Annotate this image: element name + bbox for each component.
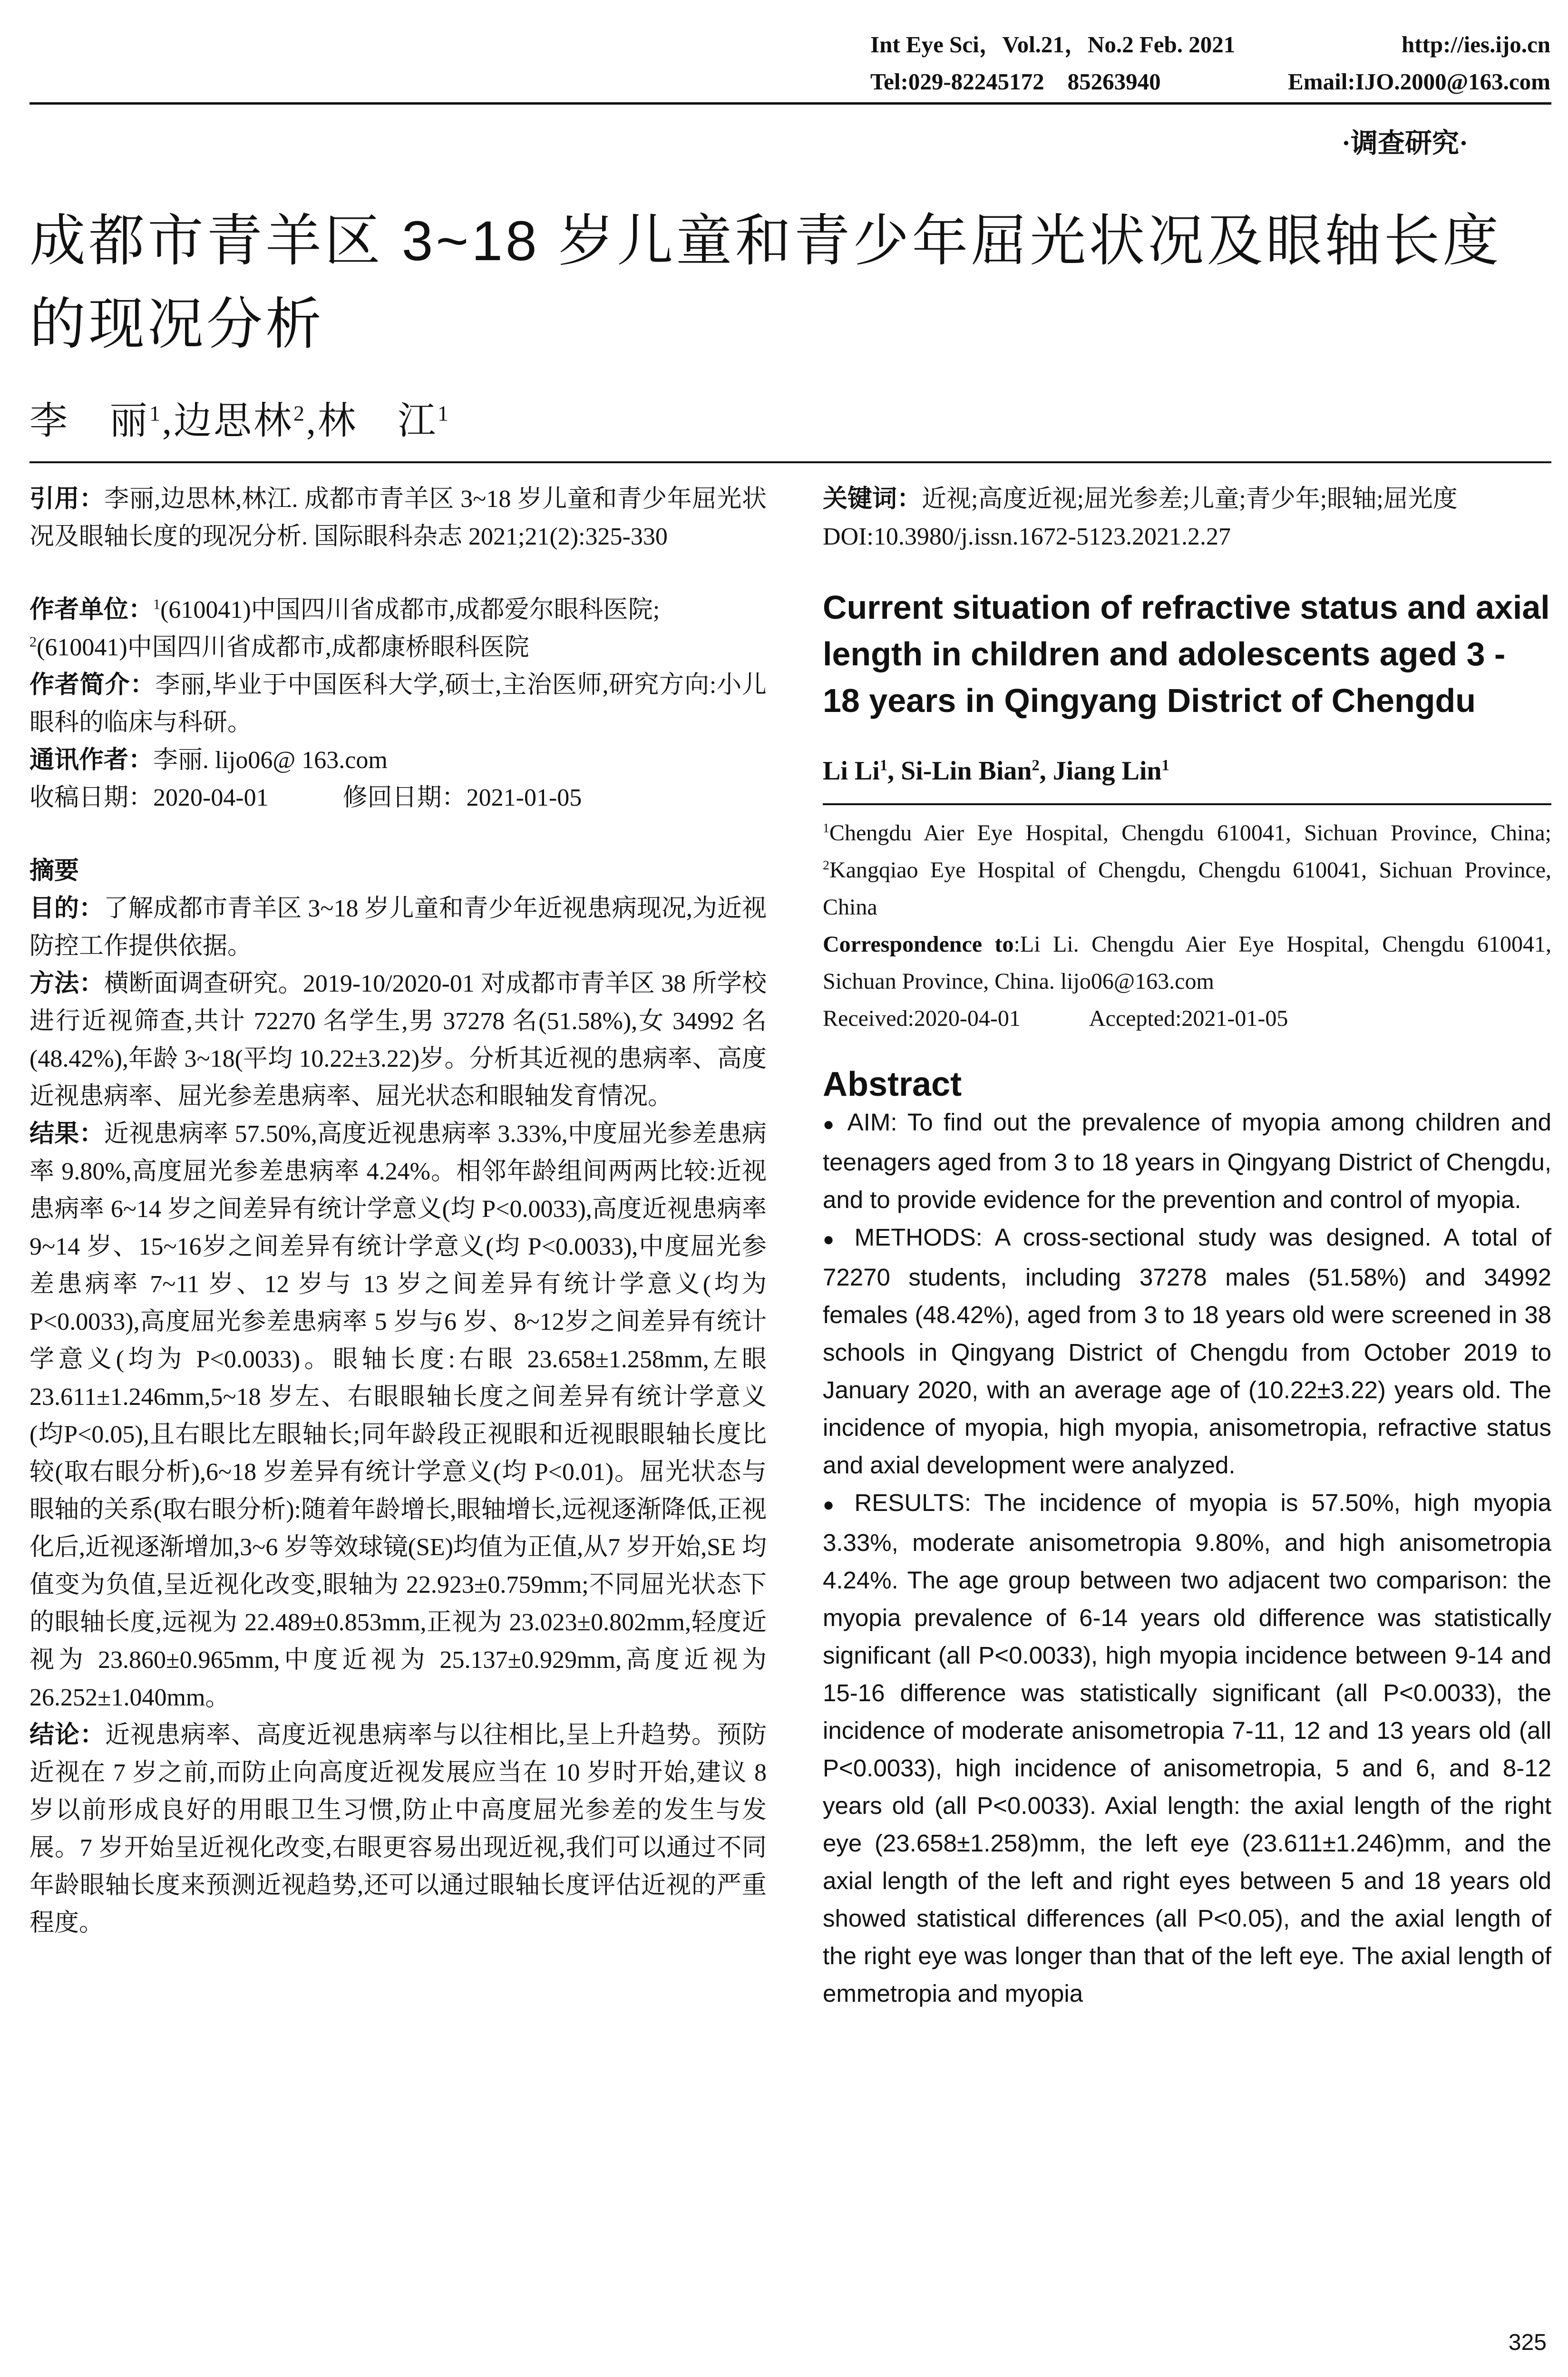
author-affil-sup: 1 (438, 401, 450, 426)
author-affil-sup: 2 (293, 401, 306, 426)
results-text: 近视患病率 57.50%,高度近视患病率 3.33%,中度屈光参差患病率 9.80%,高度屈光参差患病率 4.24%。相邻年龄组间两两比较:近视患病率 6~14 岁之间差异有统计学意义(均 P<0.0033),高度近视患病率 9~14 岁、15~16岁之间差异有统计学意义(均 P<0.0033),中度屈光参差患病率 7~11 岁、12 岁与 13 岁之间差异有统计学意义(均为 P<0.0033),高度屈光参差患病率 5 岁与6 岁、8~12岁之间差异有统计学意义(均为 P<0.0033)。眼轴长度:右眼 23.658±1.258mm,左眼 23.611±1.246mm,5~18 岁左、右眼眼轴长度之间差异有统计学意义(均P<0.05),且右眼比左眼轴长;同年龄段正视眼和近视眼眼轴长度比较(取右眼分析),6~18 岁差异有统计学意义(均 P<0.01)。屈光状态与眼轴的关系(取右眼分析):随着年龄增长,眼轴增长,远视逐渐降低,正视化后,近视逐渐增加,3~6 岁等效球镜(SE)均值为正值,从7 岁开始,SE 均值变为负值,呈近视化改变,眼轴为 22.923±0.759mm;不同屈光状态下的眼轴长度,远视为 22.489±0.853mm,正视为 23.023±0.802mm,轻度近视为 23.860±0.965mm,中度近视为 25.137±0.929mm,高度近视为26.252±1.040mm。 (29, 1120, 767, 1711)
abstract-heading-cn: 摘要 (29, 857, 79, 885)
citation-label: 引用： (29, 485, 105, 513)
aim-en-paragraph (823, 1103, 1551, 1218)
right-column (823, 480, 1551, 2012)
journal-url: http://ies.ijo.cn (1401, 31, 1550, 58)
affiliation-block (29, 591, 767, 666)
spacer (823, 1037, 1551, 1066)
authors-cn: 李 丽$^1$,边思林$^2$,林 江$^1$ (29, 400, 450, 442)
section-label: ·调查研究· (1341, 128, 1468, 158)
bio-text: 李丽,毕业于中国医科大学,硕士,主治医师,研究方向:小儿眼科的临床与科研。 (29, 672, 767, 736)
author-name-en: Si-Lin Bian (901, 756, 1032, 786)
bio-block (29, 666, 767, 741)
affil-sup: 2 (29, 633, 37, 650)
author-name-en: Jiang Lin (1052, 756, 1162, 786)
received-dates: 收稿日期：2020-04-01 修回日期：2021-01-05 (29, 784, 582, 811)
affil-sup: 1 (823, 821, 829, 836)
page-number: 325 (1508, 2330, 1547, 2355)
author-name: 边思林 (174, 400, 293, 442)
author-name: 李 丽 (29, 400, 149, 442)
doi: DOI:10.3980/j.issn.1672-5123.2021.2.27 (823, 523, 1231, 550)
spacer (823, 555, 1551, 584)
aim-label: 目的： (29, 895, 104, 922)
journal-tel: Tel:029-82245172 85263940 (870, 68, 1161, 95)
author-affil-sup: 1 (149, 401, 162, 426)
authors-en: Li Li$^1$, Si-Lin Bian$^2$, Jiang Lin$^1$ (823, 756, 1169, 786)
citation-block (29, 480, 767, 555)
affiliation-2: (610041)中国四川省成都市,成都康桥眼科医院 (37, 634, 529, 661)
results-en-text: : The incidence of myopia is 57.50%, high myopia 3.33%, moderate anisometropia 9.80%, and high anisometropia 4.24%. The age group between two adjacent two comparison: the myopia prevalence of 6-14 years old difference was statistically significant (all P<0.0033), high myopia incidence between 9-14 and 15-16 difference was statistically significant (all P<0.0033), the incidence of moderate anisometropia 7-11, 12 and 13 years old (all P<0.0033), high incidence of anisometropia, 5 and 6, and 8-12 years old (all P<0.0033). Axial length: the axial length of the right eye (23.658±1.258)mm, the left eye (23.611±1.246)mm, and the axial length of the left and right eyes between 5 and 18 years old showed statistical differences (all P<0.05), and the axial length of the right eye was longer than that of the left eye. The axial length of emmetropia and myopia (823, 1489, 1552, 2007)
page-title: 成都市青羊区 3~18 岁儿童和青少年屈光状况及眼轴长度的现况分析 (29, 210, 1502, 356)
bio-label: 作者简介： (29, 671, 156, 699)
received-en: Received:2020-04-01 Accepted:2021-01-05 (823, 1006, 1288, 1031)
results-label: 结果： (29, 1120, 104, 1148)
affiliation-en-2: Kangqiao Eye Hospital of Chengdu, Chengdu 610041, Sichuan Province, China (823, 857, 1551, 920)
aim-paragraph (29, 890, 767, 965)
authors-rule (29, 461, 1551, 463)
aim-en-text: : To find out the prevalence of myopia among children and teenagers aged from 3 to 18 years in Qingyang District of Chengdu, and to provide evidence for the prevention and control of myopia. (823, 1109, 1551, 1213)
methods-text: 横断面调查研究。2019-10/2020-01 对成都市青羊区 38 所学校进行近视筛查,共计 72270 名学生,男 37278 名(51.58%),女 34992 名(48.42%),年龄 3~18(平均 10.22±3.22)岁。分析其近视的患病率、高度近视患病率、屈光参差患病率、屈光状态和眼轴发育情况。 (29, 970, 767, 1110)
correspondence-text: 李丽. lijo06@ 163.com (153, 747, 388, 774)
author-affil-sup: 1 (1161, 757, 1169, 774)
methods-en-text: : A cross-sectional study was designed. A total of 72270 students, including 37278 males (51.58%) and 34992 females (48.42%), aged from 3 to 18 years old were screened in 38 schools in Qingyang District of Chengdu from October 2019 to January 2020, with an average age of (10.22±3.22) years old. The incidence of myopia, high myopia, anisometropia, refractive status and axial development were analyzed. (823, 1224, 1552, 1479)
journal-citation: Int Eye Sci，Vol.21，No.2 Feb. 2021 (870, 31, 1236, 58)
left-column (29, 480, 767, 1942)
aim-text: 了解成都市青羊区 3~18 岁儿童和青少年近视患病现况,为近视防控工作提供依据。 (29, 895, 767, 960)
english-title: Current situation of refractive status and axial length in children and adolescents aged 3 - 18 years in Qingyang District of Chengdu (823, 589, 1550, 719)
correspondence-en (823, 926, 1551, 1000)
bullet-icon: ● (823, 1494, 841, 1515)
author-affil-sup: 1 (879, 757, 888, 774)
aim-en-label: AIM (847, 1109, 891, 1136)
affil-sup: 2 (823, 858, 829, 873)
spacer (29, 555, 767, 591)
spacer (823, 724, 1551, 752)
methods-paragraph (29, 965, 767, 1115)
header-rule (29, 102, 1551, 105)
correspondence-en-label: Correspondence to (823, 932, 1014, 957)
affiliation-en-1: Chengdu Aier Eye Hospital, Chengdu 610041, Sichuan Province, China; (829, 820, 1551, 846)
conclusion-label: 结论： (29, 1721, 105, 1749)
keywords-label: 关键词： (823, 485, 922, 513)
methods-label: 方法： (29, 970, 104, 997)
affil-sup: 1 (153, 596, 161, 613)
citation-text: 李丽,边思林,林江. 成都市青羊区 3~18 岁儿童和青少年屈光状况及眼轴长度的现况分析. 国际眼科杂志 2021;21(2):325-330 (29, 486, 767, 550)
results-paragraph (29, 1115, 767, 1716)
affiliation-label: 作者单位： (29, 596, 154, 623)
abstract-heading-en: Abstract (823, 1065, 962, 1103)
correspondence-block (29, 741, 767, 779)
bullet-icon: ● (823, 1229, 841, 1250)
author-name: 林 江 (318, 400, 438, 442)
journal-email: Email:IJO.2000@163.com (1288, 68, 1550, 95)
keywords-block (823, 480, 1551, 518)
authors-en-rule (823, 803, 1551, 805)
conclusion-paragraph (29, 1716, 767, 1942)
keywords-text: 近视;高度近视;屈光参差;儿童;青少年;眼轴;屈光度 (922, 486, 1458, 513)
affiliation-en-text (823, 815, 1551, 926)
bullet-icon: ● (823, 1114, 838, 1135)
affiliation-1: (610041)中国四川省成都市,成都爱尔眼科医院; (160, 596, 660, 623)
methods-en-label: METHODS (854, 1224, 976, 1251)
correspondence-label: 通讯作者： (29, 746, 154, 774)
results-en-label: RESULTS (854, 1489, 964, 1516)
spacer (29, 817, 767, 852)
results-en-paragraph (823, 1484, 1551, 2012)
journal-header (870, 26, 1550, 100)
author-affil-sup: 2 (1032, 757, 1040, 774)
methods-en-paragraph (823, 1218, 1551, 1484)
affiliation-en (823, 815, 1551, 1037)
author-name-en: Li Li (823, 756, 880, 786)
conclusion-text: 近视患病率、高度近视患病率与以往相比,呈上升趋势。预防近视在 7 岁之前,而防止向高度近视发展应当在 10 岁时开始,建议 8 岁以前形成良好的用眼卫生习惯,防止中高度屈光参差的发生与发展。7 岁开始呈近视化改变,右眼更容易出现近视,我们可以通过不同年龄眼轴长度来预测近视趋势,还可以通过眼轴长度评估近视的严重程度。 (29, 1722, 767, 1937)
correspondence-en-text: :Li Li. Chengdu Aier Eye Hospital, Chengdu 610041, Sichuan Province, China. lijo06@163.com (823, 932, 1551, 994)
